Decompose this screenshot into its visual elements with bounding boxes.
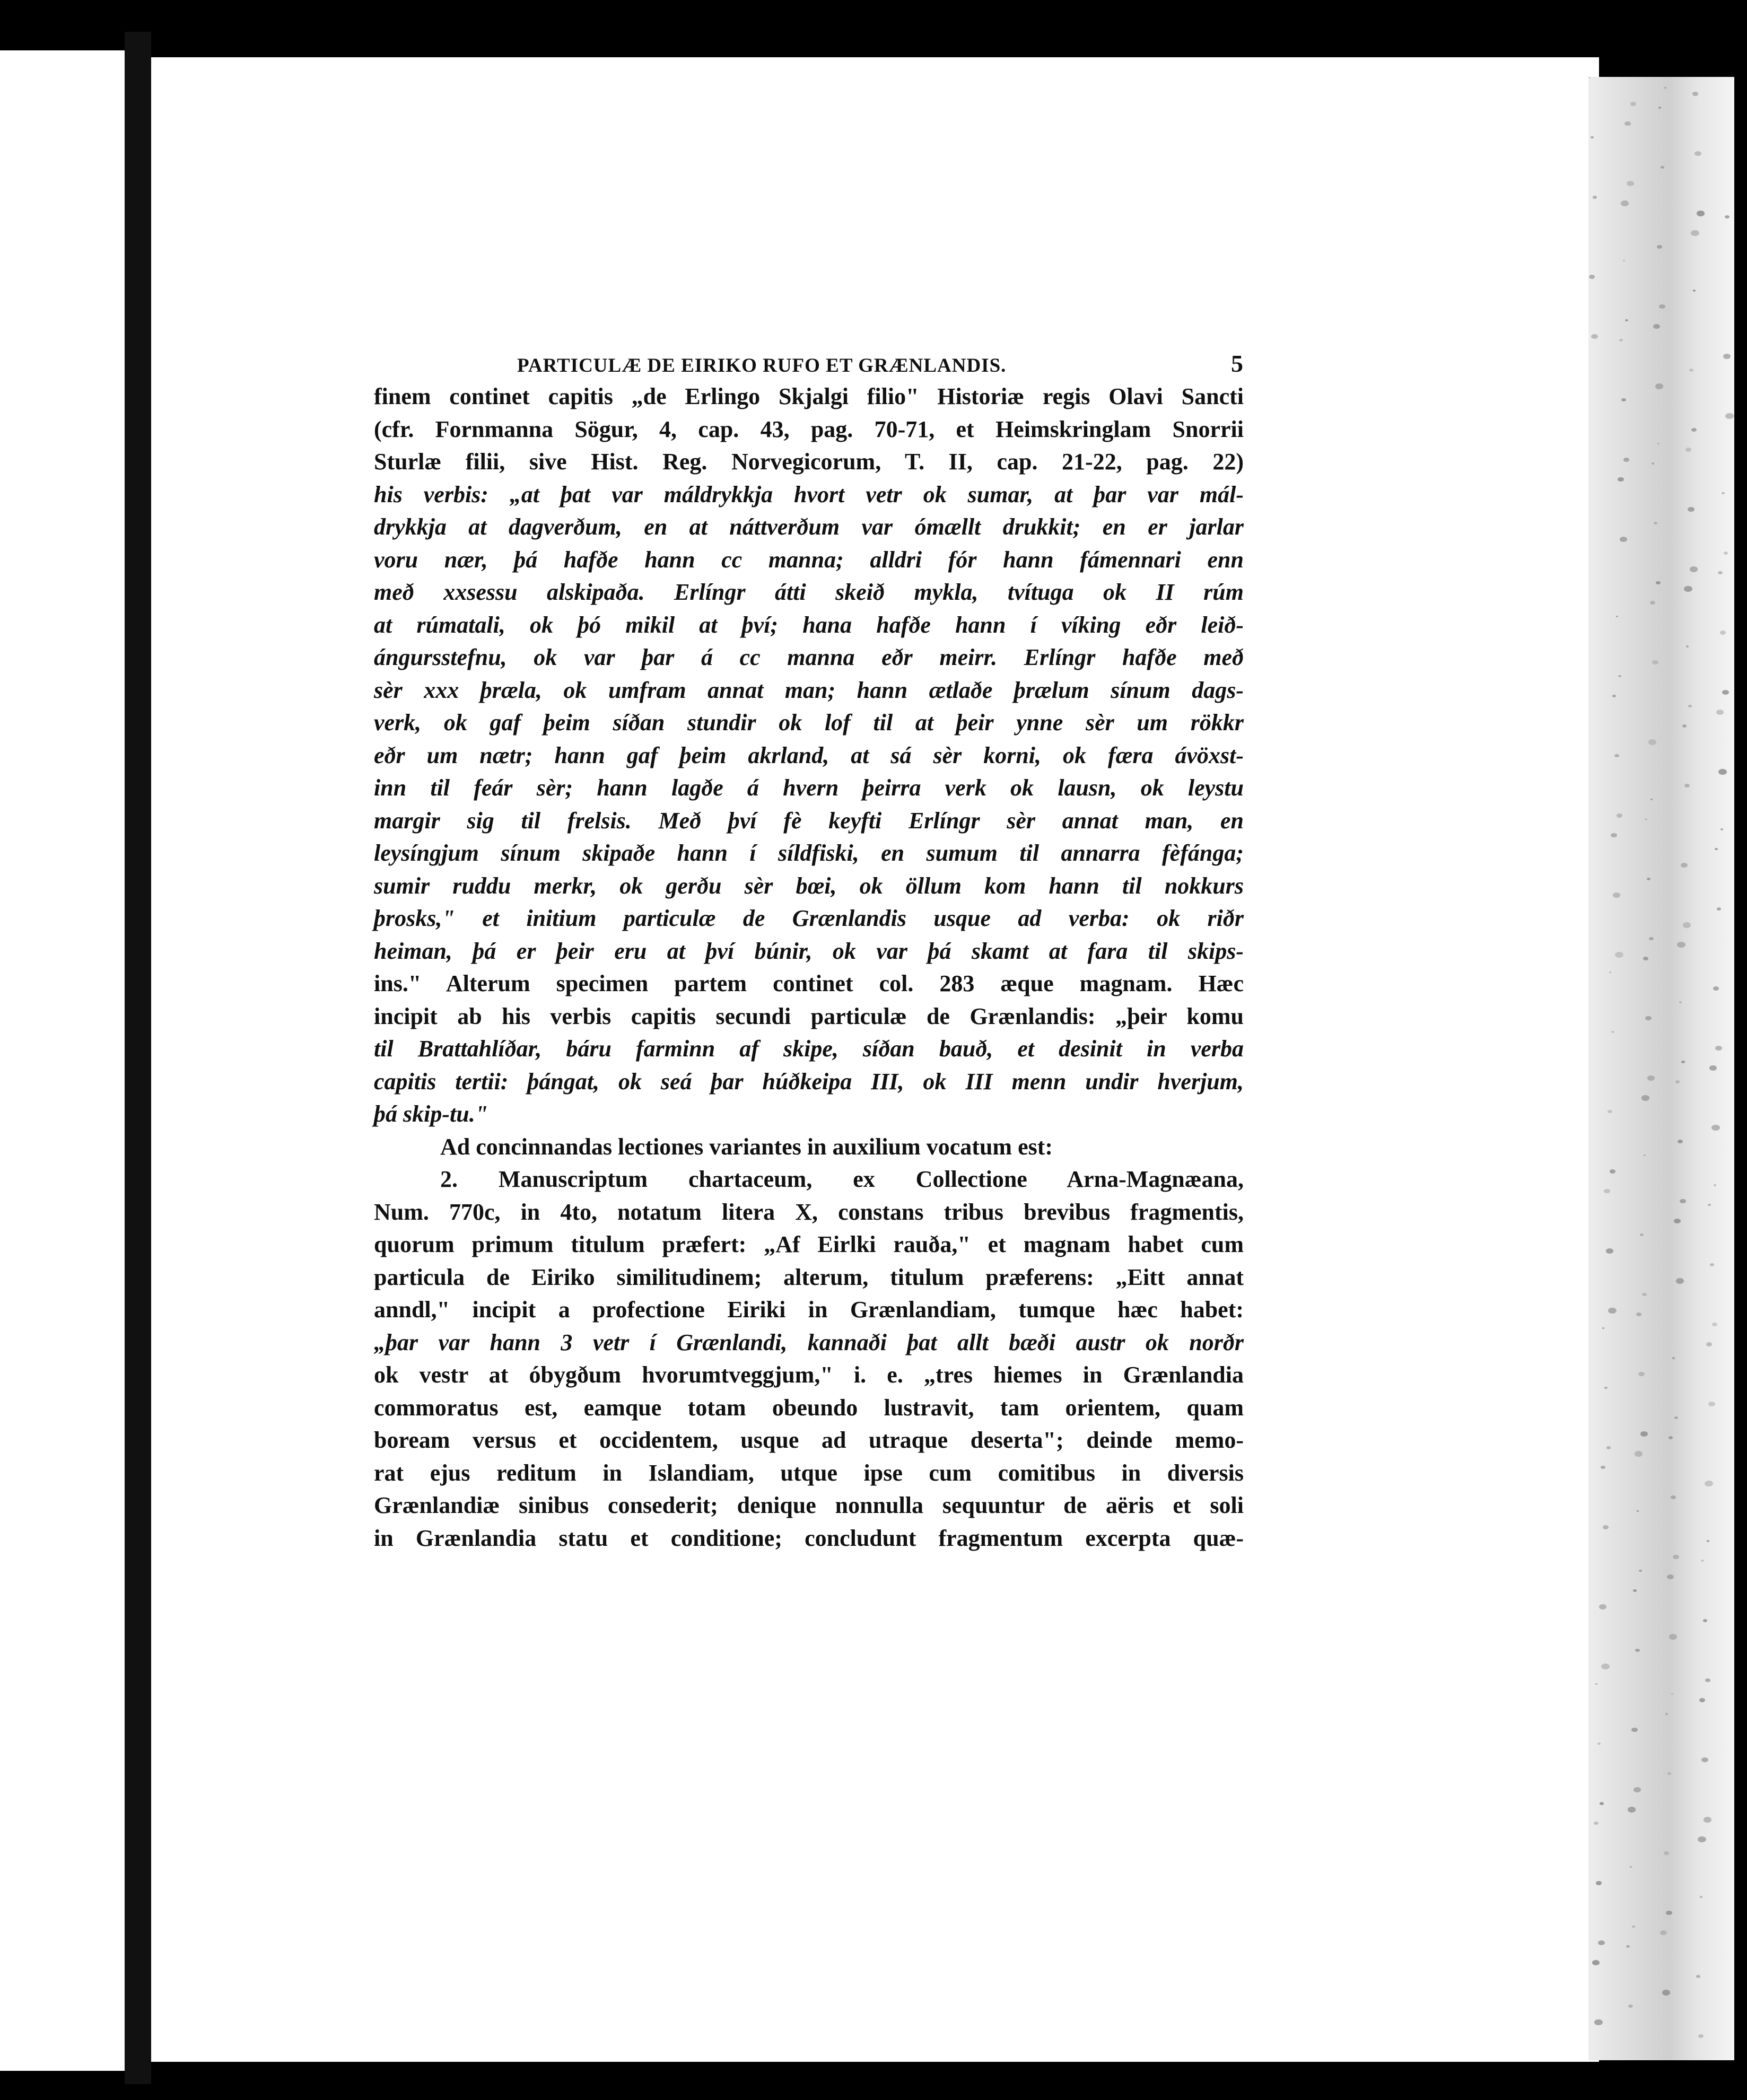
edge-speck xyxy=(1600,1802,1604,1805)
text-line: inn til feár sèr; hann lagðe á hvern þeirra verk ok lausn, ok leystu xyxy=(374,775,1244,801)
text-line: eðr um nætr; hann gaf þeim akrland, at sá sèr korni, ok færa ávöxst- xyxy=(374,742,1244,768)
edge-speck xyxy=(1642,1293,1647,1296)
edge-speck xyxy=(1696,1975,1700,1978)
text-line: his verbis: „at þat var máldrykkja hvort vetr ok sumar, at þar var mál- xyxy=(374,481,1244,508)
text-line: quorum primum titulum præfert: „Af Eirlki rauða," et magnam habet cum xyxy=(374,1231,1244,1257)
edge-speck xyxy=(1596,1881,1602,1885)
edge-speck xyxy=(1701,1757,1708,1762)
running-head xyxy=(374,347,1244,380)
text-line: leysíngjum sínum skipaðe hann í síldfiski, en sumum til annarra fèfánga; xyxy=(374,840,1244,866)
edge-speck xyxy=(1703,1619,1707,1622)
edge-speck xyxy=(1677,942,1685,948)
book-spine xyxy=(125,32,151,2084)
edge-speck xyxy=(1664,87,1666,89)
edge-speck xyxy=(1698,2034,1704,2038)
edge-speck xyxy=(1711,1125,1720,1131)
text-line: ok vestr at óbygðum hvorumtveggjum," i. e. „tres hiemes in Grænlandia xyxy=(374,1362,1244,1388)
edge-speck xyxy=(1700,1896,1702,1898)
facing-page-edge xyxy=(0,50,125,2071)
edge-speck xyxy=(1716,710,1724,715)
edge-speck xyxy=(1644,1154,1646,1156)
text-line: til Brattahlíðar, báru farminn af skipe, síðan bauð, et desinit in verba xyxy=(374,1036,1244,1062)
edge-speck xyxy=(1664,1851,1669,1855)
edge-speck xyxy=(1713,986,1719,991)
text-line: in Grænlandia statu et conditione; concludunt fragmentum excerpta quæ- xyxy=(374,1525,1244,1551)
edge-speck xyxy=(1667,1772,1671,1775)
edge-speck xyxy=(1715,1046,1722,1051)
text-line: þá skip-tu." xyxy=(374,1101,488,1127)
edge-speck xyxy=(1665,1713,1668,1715)
edge-speck xyxy=(1623,458,1629,462)
edge-speck xyxy=(1701,1560,1704,1562)
edge-speck xyxy=(1686,645,1689,648)
edge-speck xyxy=(1626,1945,1630,1948)
edge-speck xyxy=(1623,260,1625,261)
edge-speck xyxy=(1662,1990,1670,1996)
edge-speck xyxy=(1678,1140,1683,1143)
edge-speck xyxy=(1723,354,1731,359)
edge-speck xyxy=(1690,566,1698,572)
edge-speck xyxy=(1710,1263,1714,1266)
edge-speck xyxy=(1631,1728,1638,1732)
edge-speck xyxy=(1705,1481,1713,1486)
edge-speck xyxy=(1647,878,1650,880)
edge-speck xyxy=(1654,522,1657,524)
edge-speck xyxy=(1650,601,1655,605)
text-line: voru nær, þá hafðe hann cc manna; alldri fór hann fámennari enn xyxy=(374,546,1244,573)
edge-speck xyxy=(1688,507,1694,512)
edge-speck xyxy=(1707,1540,1709,1542)
edge-speck xyxy=(1691,230,1699,236)
edge-speck xyxy=(1675,1080,1680,1083)
edge-speck xyxy=(1669,1436,1673,1439)
edge-speck xyxy=(1653,324,1660,329)
text-line: rat ejus reditum in Islandiam, utque ipse cum comitibus in diversis xyxy=(374,1459,1244,1486)
text-line: at rúmatali, ok þó mikil at því; hana hafðe hann í víking eðr leið- xyxy=(374,611,1244,638)
edge-speck xyxy=(1681,863,1688,868)
edge-speck xyxy=(1671,1693,1673,1695)
edge-speck xyxy=(1712,1323,1717,1326)
edge-speck xyxy=(1649,937,1654,940)
edge-speck xyxy=(1648,739,1656,745)
edge-speck xyxy=(1641,1095,1649,1101)
edge-speck xyxy=(1618,675,1621,677)
text-line: boream versus et occidentem, usque ad utraque deserta"; deinde memo- xyxy=(374,1427,1244,1453)
text-line: heiman, þá er þeir eru at því búnir, ok var þá skamt at fara til skips- xyxy=(374,938,1244,964)
page-edge-stack xyxy=(1588,77,1734,2060)
edge-speck xyxy=(1660,1930,1667,1935)
edge-speck xyxy=(1621,200,1629,206)
edge-speck xyxy=(1652,462,1654,465)
edge-speck xyxy=(1606,1446,1611,1449)
edge-speck xyxy=(1650,799,1653,800)
edge-speck xyxy=(1714,1184,1716,1186)
edge-speck xyxy=(1685,448,1691,452)
edge-speck xyxy=(1672,1357,1675,1359)
edge-speck xyxy=(1689,369,1693,372)
edge-speck xyxy=(1694,151,1701,156)
edge-speck xyxy=(1718,571,1723,574)
edge-speck xyxy=(1724,552,1728,555)
edge-speck xyxy=(1635,1451,1643,1457)
edge-speck xyxy=(1632,1926,1635,1928)
text-line: ins." Alterum specimen partem continet col. 283 æque magnam. Hæc xyxy=(374,970,1244,996)
edge-speck xyxy=(1643,957,1648,960)
text-line: Grænlandiæ sinibus consederit; denique nonnulla sequuntur de aëris et soli xyxy=(374,1492,1244,1518)
edge-speck xyxy=(1634,1787,1641,1792)
edge-speck xyxy=(1601,1664,1610,1669)
edge-speck xyxy=(1614,754,1619,757)
page-text xyxy=(374,347,1244,1554)
text-line: capitis tertii: þángat, ok seá þar húðkeipa III, ok III menn undir hverjum, xyxy=(374,1068,1244,1095)
edge-speck xyxy=(1725,413,1734,419)
text-line: þrosks," et initium particulæ de Grænlandis usque ad verba: ok riðr xyxy=(374,905,1244,931)
edge-speck xyxy=(1647,1075,1655,1081)
text-line: verk, ok gaf þeim síðan stundir ok lof til at þeir ynne sèr um rökkr xyxy=(374,710,1244,736)
edge-speck xyxy=(1725,215,1729,218)
text-line: með xxsessu alskipaða. Erlíngr átti skeið mykla, tvítuga ok II rúm xyxy=(374,579,1244,605)
edge-speck xyxy=(1666,1911,1672,1915)
edge-speck xyxy=(1661,166,1664,169)
edge-speck xyxy=(1691,428,1697,432)
edge-speck xyxy=(1638,1372,1645,1376)
edge-speck xyxy=(1595,1683,1597,1685)
edge-speck xyxy=(1604,1189,1610,1193)
edge-speck xyxy=(1655,383,1663,389)
text-line: margir sig til frelsis. Með því fè keyfti Erlíngr sèr annat man, en xyxy=(374,807,1244,834)
edge-speck xyxy=(1705,1678,1710,1682)
edge-speck xyxy=(1722,690,1729,695)
edge-speck xyxy=(1682,724,1687,728)
edge-speck xyxy=(1617,813,1622,818)
edge-speck xyxy=(1698,1836,1706,1842)
edge-speck xyxy=(1609,972,1611,973)
edge-speck xyxy=(1669,1634,1677,1640)
edge-speck xyxy=(1645,1016,1652,1020)
edge-speck xyxy=(1633,1589,1637,1592)
text-line: drykkja at dagverðum, en at náttverðum var ómællt drukkit; en er jarlar xyxy=(374,514,1244,540)
edge-speck xyxy=(1684,784,1690,788)
edge-speck xyxy=(1594,2019,1603,2025)
edge-speck xyxy=(1594,1822,1598,1825)
edge-speck xyxy=(1697,211,1705,216)
edge-speck xyxy=(1588,77,1591,78)
edge-speck xyxy=(1636,1312,1641,1316)
edge-speck xyxy=(1589,275,1595,279)
edge-speck xyxy=(1681,1061,1685,1063)
edge-speck xyxy=(1637,1510,1639,1512)
edge-speck xyxy=(1610,1169,1615,1174)
edge-speck xyxy=(1708,1204,1711,1206)
text-line: sumir ruddu merkr, ok gerðu sèr bœi, ok öllum kom hann til nokkurs xyxy=(374,872,1244,899)
text-line: particula de Eiriko similitudinem; alterum, titulum præferens: „Eitt annat xyxy=(374,1264,1244,1290)
edge-speck xyxy=(1657,245,1662,249)
edge-speck xyxy=(1658,107,1661,109)
edge-speck xyxy=(1608,1110,1612,1113)
edge-speck xyxy=(1706,1342,1712,1346)
edge-speck xyxy=(1613,892,1620,898)
edge-speck xyxy=(1620,537,1627,542)
edge-speck xyxy=(1640,1233,1644,1236)
text-line: commoratus est, eamque totam obeundo lustravit, tam orientem, quam xyxy=(374,1394,1244,1421)
edge-speck xyxy=(1671,1495,1676,1499)
edge-speck xyxy=(1639,1570,1642,1572)
edge-speck xyxy=(1616,616,1618,617)
edge-speck xyxy=(1599,1604,1606,1609)
edge-speck xyxy=(1640,1431,1648,1437)
edge-speck xyxy=(1612,695,1616,697)
text-line: sèr xxx þræla, ok umfram annat man; hann ætlaðe þrælum sínum dags- xyxy=(374,677,1244,703)
edge-speck xyxy=(1601,1466,1605,1469)
edge-speck xyxy=(1630,102,1636,106)
edge-speck xyxy=(1708,1402,1715,1406)
edge-speck xyxy=(1720,828,1723,830)
edge-speck xyxy=(1656,581,1661,584)
edge-speck xyxy=(1680,1199,1686,1203)
edge-speck xyxy=(1603,1525,1609,1529)
text-line: Ad concinnandas lectiones variantes in auxilium vocatum est: xyxy=(440,1133,1053,1160)
edge-speck xyxy=(1608,1308,1617,1314)
text-line: finem continet capitis „de Erlingo Skjalgi filio" Historiæ regis Olavi Sancti xyxy=(374,383,1244,409)
text-line: (cfr. Fornmanna Sögur, 4, cap. 43, pag. 70-71, et Heimskringlam Snorrii xyxy=(374,416,1244,442)
text-line: Num. 770c, in 4to, notatum litera X, constans tribus brevibus fragmentis, xyxy=(374,1198,1244,1225)
edge-speck xyxy=(1627,181,1634,186)
edge-speck xyxy=(1684,586,1692,592)
edge-speck xyxy=(1676,1278,1684,1284)
edge-speck xyxy=(1709,1065,1717,1071)
text-line: ángursstefnu, ok var þar á cc manna eðr meirr. Erlíngr hafðe með xyxy=(374,644,1244,670)
edge-speck xyxy=(1679,1001,1682,1003)
edge-speck xyxy=(1592,1960,1600,1965)
edge-speck xyxy=(1615,952,1623,958)
edge-speck xyxy=(1591,136,1594,138)
edge-speck xyxy=(1611,833,1617,837)
edge-speck xyxy=(1611,1031,1614,1033)
edge-speck xyxy=(1624,121,1631,126)
edge-speck xyxy=(1604,1387,1608,1389)
edge-speck xyxy=(1602,1327,1604,1329)
edge-speck xyxy=(1628,1807,1636,1813)
edge-speck xyxy=(1597,1743,1601,1745)
edge-speck xyxy=(1688,705,1692,707)
edge-speck xyxy=(1606,1248,1613,1254)
text-line: 2. Manuscriptum chartaceum, ex Collectione Arna-Magnæana, xyxy=(440,1166,1244,1192)
edge-speck xyxy=(1699,1698,1705,1702)
edge-speck xyxy=(1715,848,1718,850)
edge-speck xyxy=(1674,1219,1681,1223)
edge-speck xyxy=(1598,1940,1605,1945)
edge-speck xyxy=(1673,1555,1679,1559)
text-line: „þar var hann 3 vetr í Grænlandi, kannaði þat allt bæði austr ok norðr xyxy=(374,1329,1244,1355)
edge-speck xyxy=(1652,660,1658,664)
edge-speck xyxy=(1630,1866,1632,1868)
edge-speck xyxy=(1692,92,1698,96)
edge-speck xyxy=(1659,304,1665,309)
edge-speck xyxy=(1621,398,1626,401)
edge-speck xyxy=(1704,1817,1711,1823)
edge-speck xyxy=(1674,1416,1678,1419)
edge-speck xyxy=(1645,818,1647,820)
body-text xyxy=(374,380,1244,1554)
edge-speck xyxy=(1593,196,1597,199)
edge-speck xyxy=(1591,334,1598,339)
text-line: anndl," incipit a profectione Eiriki in Grænlandiam, tumque hæc habet: xyxy=(374,1297,1244,1323)
edge-speck xyxy=(1718,769,1727,775)
edge-speck xyxy=(1693,290,1696,292)
edge-speck xyxy=(1628,2005,1633,2008)
page-number: 5 xyxy=(1231,350,1244,377)
edge-speck xyxy=(1625,319,1628,321)
edge-speck xyxy=(1722,492,1725,494)
edge-speck xyxy=(1717,907,1721,911)
edge-speck xyxy=(1619,339,1623,342)
edge-speck xyxy=(1657,443,1659,444)
edge-speck xyxy=(1683,922,1691,928)
text-line: incipit ab his verbis capitis secundi particulæ de Grænlandis: „þeir komu xyxy=(374,1003,1244,1029)
edge-speck xyxy=(1667,1574,1674,1579)
text-line: Sturlæ filii, sive Hist. Reg. Norvegicorum, T. II, cap. 21-22, pag. 22) xyxy=(374,449,1244,475)
edge-speck xyxy=(1618,477,1624,482)
edge-speck xyxy=(1720,631,1726,635)
edge-speck xyxy=(1635,1649,1640,1652)
running-title: PARTICULÆ DE EIRIKO RUFO ET GRÆNLANDIS. xyxy=(517,355,1007,377)
